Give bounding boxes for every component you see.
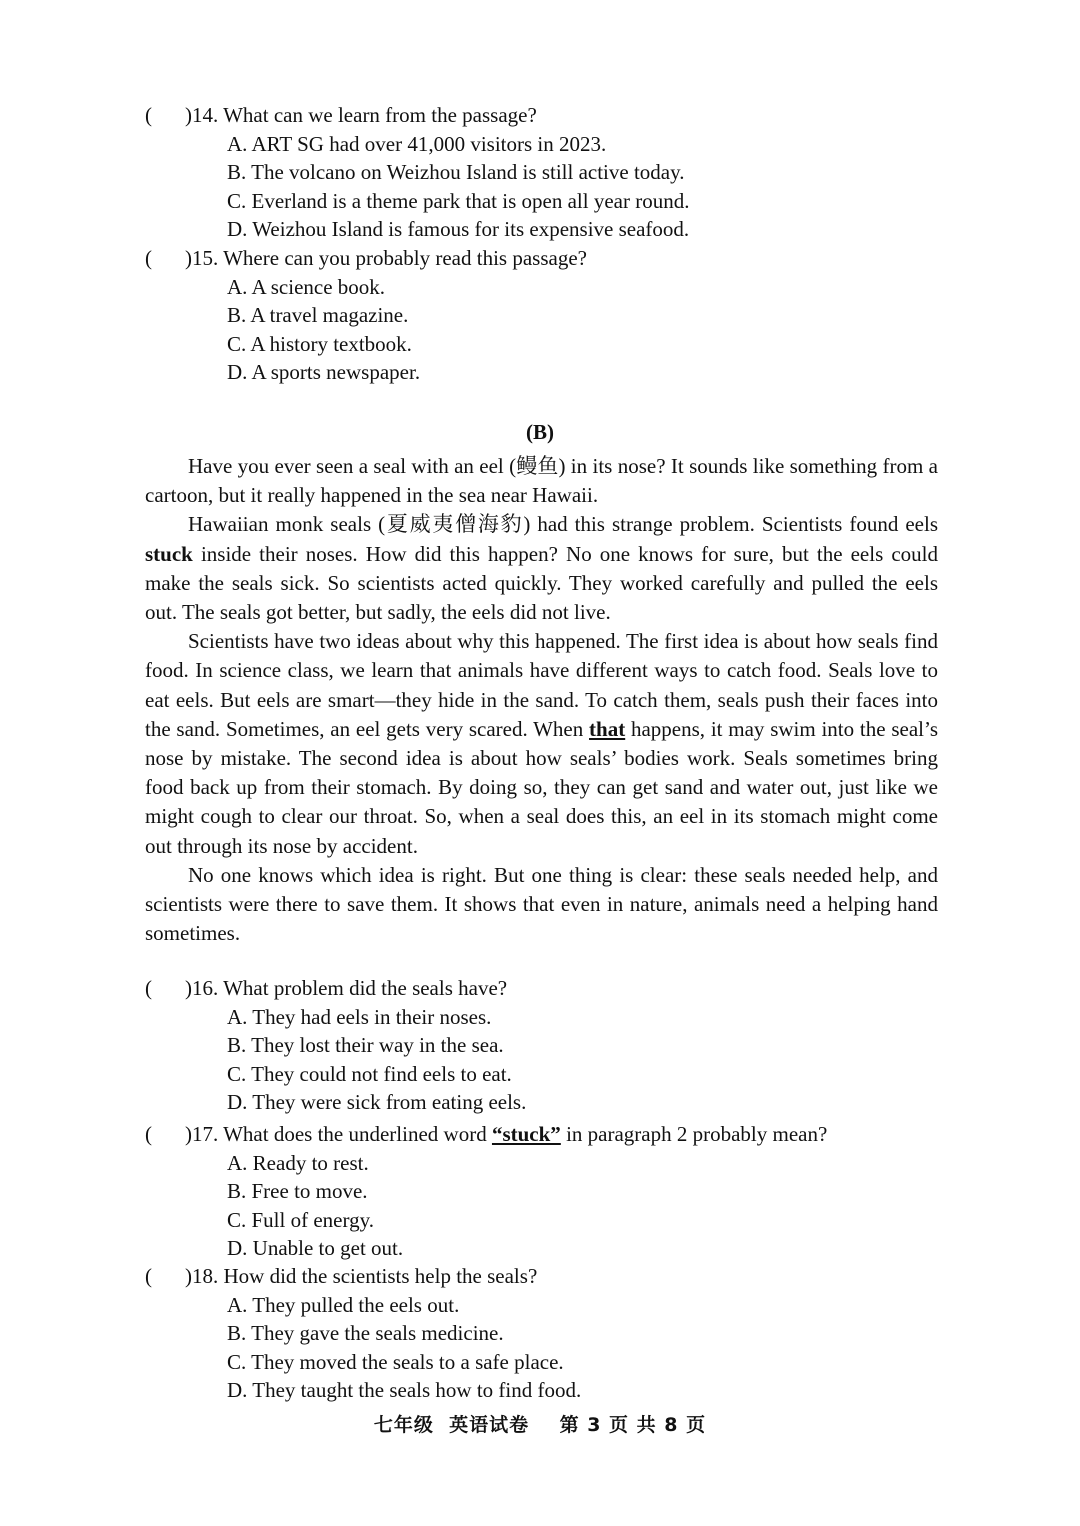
question-stem: ( )17. What does the underlined word “stuck” in paragraph 2 probably mean? xyxy=(145,1120,945,1149)
option-a: A. They had eels in their noses. xyxy=(227,1004,492,1029)
option-b: B. The volcano on Weizhou Island is still active today. xyxy=(227,160,685,185)
answer-blank[interactable]: ( xyxy=(145,246,152,270)
option-c: C. Everland is a theme park that is open all year round. xyxy=(227,188,690,213)
question-18 xyxy=(145,1262,945,1405)
option-d: D. A sports newspaper. xyxy=(227,360,421,385)
underlined-word-stuck: “stuck” xyxy=(491,1122,561,1146)
question-14 xyxy=(145,101,945,244)
option-a: A. ART SG had over 41,000 visitors in 2023. xyxy=(227,131,607,156)
option-b: B. Free to move. xyxy=(227,1179,368,1204)
paragraph-2: Hawaiian monk seals (夏威夷僧海豹) had this strange problem. Scientists found eels stuck inside their noses. How did this happen? No one knows for sure, but the eels could make the seals sick. So scientists acted quickly. They worked carefully and pulled the eels out. The seals got better, but sadly, the eels did not live. xyxy=(145,512,938,625)
option-a: A. A science book. xyxy=(227,274,386,299)
option-c: C. Full of energy. xyxy=(227,1207,374,1232)
section-b-title: (B) xyxy=(526,420,554,444)
option-c: C. A history textbook. xyxy=(227,331,412,356)
options-list xyxy=(145,1149,945,1263)
options-list xyxy=(145,273,945,387)
answer-blank[interactable]: ( xyxy=(145,103,152,127)
paragraph-4: No one knows which idea is right. But one thing is clear: these seals needed help, and scientists were there to save them. It shows that even in nature, animals need a helping hand sometimes. xyxy=(145,862,938,946)
question-stem: ( )14. What can we learn from the passage? xyxy=(145,101,945,130)
question-15 xyxy=(145,244,945,387)
question-stem: ( )18. How did the scientists help the seals? xyxy=(145,1262,945,1291)
page-footer: 七年级 英语试卷 第 3 页 共 8 页 xyxy=(373,1414,707,1436)
underlined-word-that: that xyxy=(589,716,626,741)
option-d: D. Unable to get out. xyxy=(227,1236,404,1261)
option-b: B. They gave the seals medicine. xyxy=(227,1321,504,1346)
question-16 xyxy=(145,974,945,1117)
question-stem: ( )15. Where can you probably read this passage? xyxy=(145,244,945,273)
paragraph-1: Have you ever seen a seal with an eel (鳗鱼) in its nose? It sounds like something from a cartoon, but it really happened in the sea near Hawaii. xyxy=(145,454,938,508)
option-d: D. Weizhou Island is famous for its expensive seafood. xyxy=(227,217,690,242)
question-stem: ( )16. What problem did the seals have? xyxy=(145,974,945,1003)
option-c: C. They could not find eels to eat. xyxy=(227,1061,512,1086)
answer-blank[interactable]: ( xyxy=(145,1122,152,1146)
options-list xyxy=(145,1003,945,1117)
options-list xyxy=(145,130,945,244)
passage-b xyxy=(145,452,938,948)
bold-word-stuck: stuck xyxy=(145,541,193,566)
answer-blank[interactable]: ( xyxy=(145,976,152,1000)
question-17 xyxy=(145,1120,945,1263)
option-b: B. A travel magazine. xyxy=(227,303,409,328)
option-a: A. They pulled the eels out. xyxy=(227,1292,460,1317)
option-c: C. They moved the seals to a safe place. xyxy=(227,1349,564,1374)
option-a: A. Ready to rest. xyxy=(227,1150,369,1175)
option-b: B. They lost their way in the sea. xyxy=(227,1033,504,1058)
options-list xyxy=(145,1291,945,1405)
option-d: D. They were sick from eating eels. xyxy=(227,1090,527,1115)
option-d: D. They taught the seals how to find food. xyxy=(227,1378,582,1403)
answer-blank[interactable]: ( xyxy=(145,1264,152,1288)
paragraph-3: Scientists have two ideas about why this happened. The first idea is about how seals find food. In science class, we learn that animals have different ways to catch food. Seals love to eat eels. But eels are smart—they hide in the sand. To catch them, seals push their faces into the sand. Sometimes, an eel gets very scared. When that happens, it may swim into the seal’s nose by mistake. The second idea is about how seals’ bodies work. Seals sometimes bring food back up from their stomach. By doing so, they can get sand and water out, just like we might cough to clear our throat. So, when a seal does this, an eel in its stomach might come out through its nose by accident. xyxy=(145,629,938,858)
